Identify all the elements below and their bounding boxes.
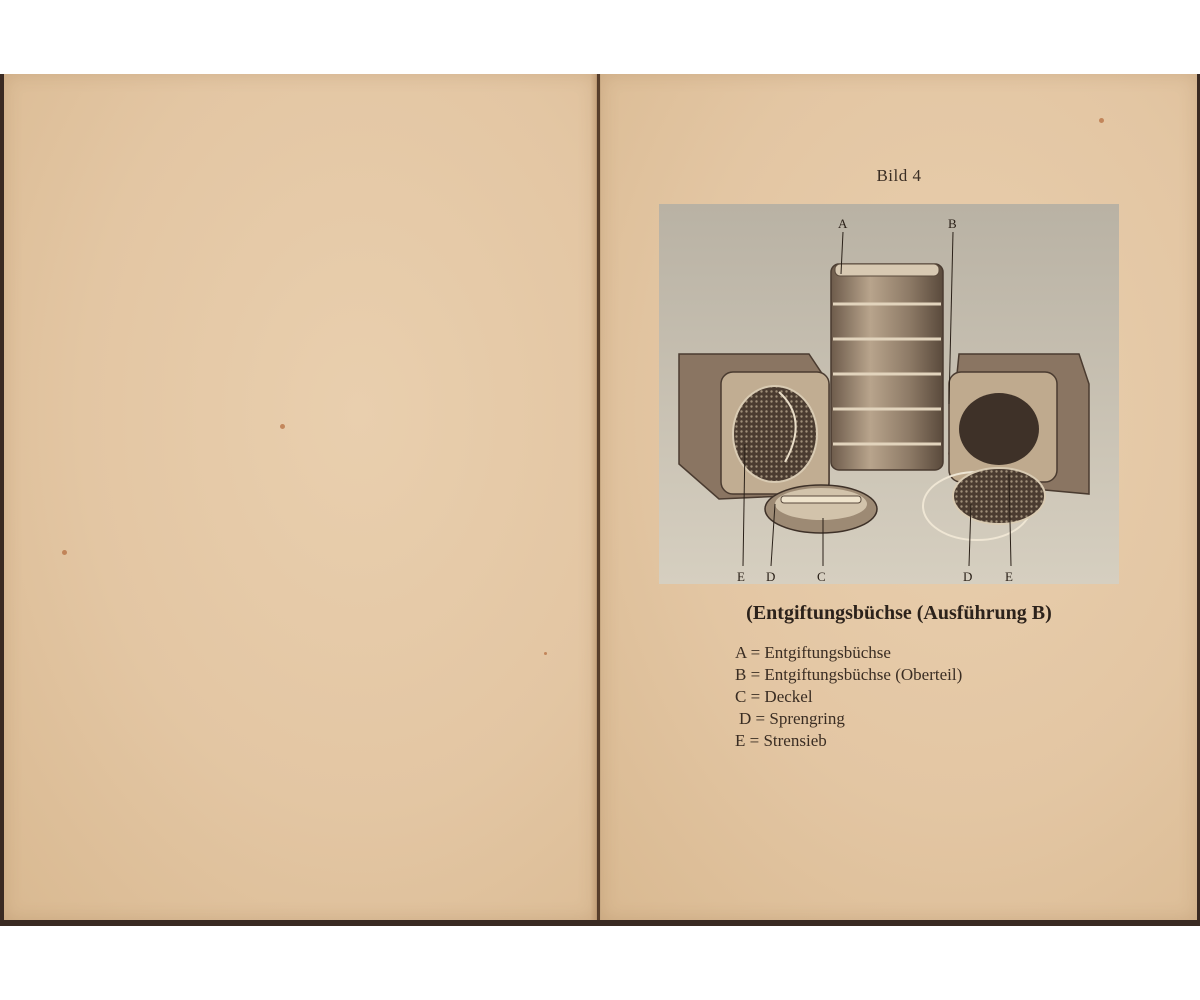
legend-item: C = Deckel	[735, 687, 813, 706]
lid	[765, 485, 877, 533]
legend-item: E = Strensieb	[735, 731, 827, 750]
center-can	[831, 264, 943, 470]
paper-speck	[544, 652, 547, 655]
paper-speck	[1099, 118, 1104, 123]
photo-label-e-left: E	[737, 569, 745, 584]
photo-label-e-right: E	[1005, 569, 1013, 584]
photo-label-c: C	[817, 569, 826, 584]
left-can	[679, 354, 829, 499]
photo-label-d-left: D	[766, 569, 776, 584]
figure-caption: (Entgiftungsbüchse (Ausführung B)	[746, 602, 1052, 624]
photo-label-d-right: D	[963, 569, 973, 584]
paper-speck	[62, 550, 67, 555]
book-spread	[0, 74, 1200, 926]
left-page-blank	[4, 74, 597, 920]
photo-label-a: A	[838, 216, 848, 231]
right-page	[600, 74, 1197, 920]
legend-item: A = Entgiftungsbüchse	[735, 643, 891, 662]
legend-item: B = Entgiftungsbüchse (Oberteil)	[735, 665, 963, 684]
figure-photo	[659, 204, 1119, 584]
figure-legend	[735, 642, 962, 752]
legend-item: D = Sprengring	[739, 709, 845, 728]
photo-label-b: B	[948, 216, 957, 231]
figure-label: Bild 4	[876, 166, 922, 185]
paper-speck	[280, 424, 285, 429]
